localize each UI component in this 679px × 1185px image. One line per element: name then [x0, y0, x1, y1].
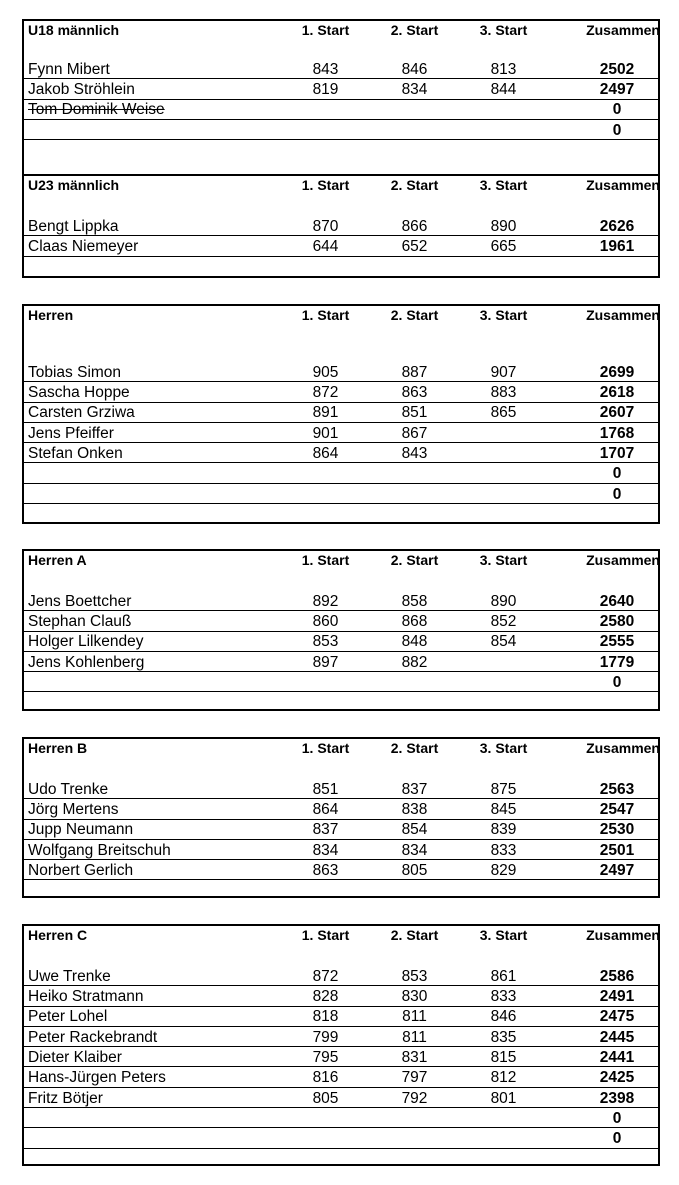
table-row	[24, 362, 658, 382]
score-start-1: 897	[312, 653, 339, 671]
score-start-2: 854	[401, 821, 428, 839]
score-total: 2530	[599, 821, 635, 839]
score-start-2: 887	[401, 363, 428, 381]
score-start-3: 833	[490, 988, 517, 1006]
player-name: Udo Trenke	[28, 780, 109, 798]
score-start-3: 852	[490, 613, 517, 631]
score-start-2: 863	[401, 384, 428, 402]
score-start-3: 801	[490, 1089, 517, 1107]
player-name: Heiko Stratmann	[28, 988, 144, 1006]
score-total: 2441	[599, 1048, 635, 1066]
score-start-1	[283, 672, 368, 691]
table-row	[24, 1027, 658, 1047]
score-start-3	[461, 100, 546, 119]
score-start-3: 829	[490, 861, 517, 879]
score-total: 0	[612, 465, 622, 483]
column-header-start-3: 3. Start	[479, 22, 528, 38]
score-start-2: 867	[401, 424, 428, 442]
group-header	[24, 926, 658, 966]
column-header-total: Zusammen	[586, 740, 660, 756]
score-start-3: 835	[490, 1028, 517, 1046]
score-start-1: 872	[312, 384, 339, 402]
score-total: 2563	[599, 780, 635, 798]
player-name: Uwe Trenke	[28, 967, 111, 985]
score-start-1: 863	[312, 861, 339, 879]
score-start-2: 882	[401, 653, 428, 671]
score-start-1: 872	[312, 967, 339, 985]
score-total: 0	[612, 121, 622, 139]
score-start-1: 816	[312, 1069, 339, 1087]
score-start-3	[461, 652, 546, 671]
column-header-total: Zusammen	[586, 927, 660, 943]
score-start-1: 901	[312, 424, 339, 442]
score-start-2: 838	[401, 801, 428, 819]
column-header-start-1: 1. Start	[301, 22, 350, 38]
score-total: 2398	[599, 1089, 635, 1107]
table-row	[24, 216, 658, 236]
score-total: 0	[612, 1109, 622, 1127]
score-total: 1768	[599, 424, 635, 442]
player-name: Peter Rackebrandt	[28, 1028, 158, 1046]
score-start-2: 834	[401, 81, 428, 99]
table-row	[24, 632, 658, 652]
score-start-3: 890	[490, 592, 517, 610]
score-start-2: 831	[401, 1048, 428, 1066]
score-start-2	[372, 672, 457, 691]
column-header-start-2: 2. Start	[390, 22, 439, 38]
column-header-start-2: 2. Start	[390, 307, 439, 323]
score-total: 2475	[599, 1008, 635, 1026]
score-start-1: 834	[312, 841, 339, 859]
player-name: Carsten Grziwa	[28, 404, 135, 422]
group-table-herren-b	[22, 737, 660, 898]
column-header-start-1: 1. Start	[301, 927, 350, 943]
score-start-1: 795	[312, 1048, 339, 1066]
score-start-1: 828	[312, 988, 339, 1006]
column-header-start-2: 2. Start	[390, 927, 439, 943]
score-start-2: 866	[401, 217, 428, 235]
player-name: Fynn Mibert	[28, 60, 110, 78]
score-total: 2547	[599, 801, 635, 819]
column-header-start-3: 3. Start	[479, 927, 528, 943]
score-start-2	[372, 464, 457, 483]
column-header-total: Zusammen	[586, 177, 660, 194]
column-header-start-1: 1. Start	[301, 740, 350, 756]
score-total: 2626	[599, 217, 635, 235]
group-header	[24, 739, 658, 779]
table-row	[24, 79, 658, 99]
score-start-3: 846	[490, 1008, 517, 1026]
player-name: Jens Pfeiffer	[28, 424, 114, 442]
group-table-u18-u23	[22, 19, 660, 278]
score-start-2: 858	[401, 592, 428, 610]
table-row	[24, 820, 658, 840]
score-total: 2491	[599, 988, 635, 1006]
column-header-start-2: 2. Start	[390, 740, 439, 756]
table-row	[24, 652, 658, 672]
score-start-2: 848	[401, 633, 428, 651]
score-start-3: 665	[490, 238, 517, 256]
table-row	[24, 484, 658, 504]
score-start-1	[283, 1108, 368, 1127]
table-row	[24, 799, 658, 819]
table-row	[24, 59, 658, 79]
score-start-3: 875	[490, 780, 517, 798]
table-row	[24, 1128, 658, 1148]
column-header-start-3: 3. Start	[479, 740, 528, 756]
table-row	[24, 611, 658, 631]
score-start-3	[461, 484, 546, 503]
score-start-2: 853	[401, 967, 428, 985]
score-start-3: 854	[490, 633, 517, 651]
score-total: 2445	[599, 1028, 635, 1046]
score-start-2: 797	[401, 1069, 428, 1087]
player-name: Hans-Jürgen Peters	[28, 1069, 166, 1087]
group-table-herren-c	[22, 924, 660, 1166]
player-name: Jupp Neumann	[28, 821, 134, 839]
spacer-row	[24, 140, 658, 176]
group-title: U18 männlich	[28, 22, 120, 38]
table-row	[24, 237, 658, 257]
table-row	[24, 779, 658, 799]
group-table-herren	[22, 304, 660, 524]
score-total: 2502	[599, 60, 635, 78]
score-start-2: 805	[401, 861, 428, 879]
score-start-3: 883	[490, 384, 517, 402]
player-name: Wolfgang Breitschuh	[28, 841, 171, 859]
column-header-start-3: 3. Start	[479, 177, 528, 194]
column-header-start-3: 3. Start	[479, 552, 528, 568]
column-header-total: Zusammen	[586, 307, 660, 323]
score-start-1: 851	[312, 780, 339, 798]
player-name: Bengt Lippka	[28, 217, 119, 235]
table-row	[24, 120, 658, 140]
score-start-3	[461, 1108, 546, 1127]
score-start-1: 819	[312, 81, 339, 99]
score-start-3: 839	[490, 821, 517, 839]
group-title: Herren B	[28, 740, 88, 756]
score-start-3: 844	[490, 81, 517, 99]
score-start-1: 860	[312, 613, 339, 631]
score-start-1: 644	[312, 238, 339, 256]
score-start-3	[461, 120, 546, 139]
score-start-3: 845	[490, 801, 517, 819]
score-start-3	[461, 672, 546, 691]
player-name: Norbert Gerlich	[28, 861, 134, 879]
table-row	[24, 464, 658, 484]
group-header	[24, 176, 658, 216]
score-start-2: 837	[401, 780, 428, 798]
score-total: 2607	[599, 404, 635, 422]
group-title: Herren C	[28, 927, 88, 943]
column-header-start-1: 1. Start	[301, 552, 350, 568]
score-start-3: 815	[490, 1048, 517, 1066]
score-start-2: 811	[402, 1028, 427, 1046]
score-total: 2586	[599, 967, 635, 985]
score-start-1	[283, 120, 368, 139]
score-total: 1707	[599, 444, 635, 462]
score-total: 2555	[599, 633, 635, 651]
group-header	[24, 551, 658, 591]
column-header-start-2: 2. Start	[390, 552, 439, 568]
score-start-1: 799	[312, 1028, 339, 1046]
score-total: 2497	[599, 861, 635, 879]
score-start-3: 865	[490, 404, 517, 422]
player-name: Jens Boettcher	[28, 592, 132, 610]
table-row	[24, 403, 658, 423]
player-name: Claas Niemeyer	[28, 238, 139, 256]
group-title: U23 männlich	[28, 177, 120, 194]
score-total: 2618	[599, 384, 635, 402]
score-start-1	[283, 464, 368, 483]
table-row	[24, 966, 658, 986]
score-start-2	[372, 1128, 457, 1147]
score-start-1: 905	[312, 363, 339, 381]
score-start-2: 843	[401, 444, 428, 462]
score-start-1: 805	[312, 1089, 339, 1107]
score-total: 2699	[599, 363, 635, 381]
score-total: 2580	[599, 613, 635, 631]
score-start-2: 834	[401, 841, 428, 859]
group-title: Herren	[28, 307, 74, 323]
player-name: Holger Lilkendey	[28, 633, 144, 651]
column-header-start-1: 1. Start	[301, 177, 350, 194]
table-row	[24, 1068, 658, 1088]
player-name: Jens Kohlenberg	[28, 653, 145, 671]
score-start-1: 853	[312, 633, 339, 651]
score-start-1: 864	[312, 801, 339, 819]
score-start-1: 870	[312, 217, 339, 235]
score-start-2: 846	[401, 60, 428, 78]
group-header	[24, 21, 658, 59]
score-start-1: 891	[312, 404, 339, 422]
score-start-2	[372, 100, 457, 119]
score-total: 2640	[599, 592, 635, 610]
player-name: Jörg Mertens	[28, 801, 119, 819]
score-start-2: 652	[401, 238, 428, 256]
score-start-3	[461, 464, 546, 483]
column-header-start-2: 2. Start	[390, 177, 439, 194]
player-name: Fritz Bötjer	[28, 1089, 103, 1107]
score-start-2: 851	[401, 404, 428, 422]
column-header-start-3: 3. Start	[479, 307, 528, 323]
score-start-1: 892	[312, 592, 339, 610]
column-header-start-1: 1. Start	[301, 307, 350, 323]
score-start-2: 868	[401, 613, 428, 631]
table-row	[24, 986, 658, 1006]
player-name: Tobias Simon	[28, 363, 122, 381]
player-name: Tom Dominik Weise	[28, 101, 165, 119]
table-row	[24, 100, 658, 120]
table-row	[24, 1007, 658, 1027]
score-start-1: 818	[312, 1008, 339, 1026]
score-total: 2425	[599, 1069, 635, 1087]
score-start-1: 843	[312, 60, 339, 78]
table-row	[24, 423, 658, 443]
score-total: 1961	[599, 238, 635, 256]
table-row	[24, 860, 658, 880]
score-total: 0	[612, 1130, 622, 1148]
score-start-3: 890	[490, 217, 517, 235]
score-total: 2501	[599, 841, 635, 859]
player-name: Jakob Ströhlein	[28, 81, 135, 99]
group-header	[24, 306, 658, 362]
score-total: 2497	[599, 81, 635, 99]
score-start-3: 812	[490, 1069, 517, 1087]
column-header-total: Zusammen	[586, 552, 660, 568]
column-header-total: Zusammen	[586, 22, 660, 38]
table-row	[24, 1108, 658, 1128]
score-start-2	[372, 120, 457, 139]
group-title: Herren A	[28, 552, 87, 568]
score-start-1	[283, 100, 368, 119]
score-start-1: 864	[312, 444, 339, 462]
score-total: 1779	[599, 653, 635, 671]
score-start-1: 837	[312, 821, 339, 839]
player-name: Stephan Clauß	[28, 613, 132, 631]
score-start-2: 792	[401, 1089, 428, 1107]
table-row	[24, 1047, 658, 1067]
table-row	[24, 591, 658, 611]
score-start-3: 813	[490, 60, 517, 78]
score-start-3	[461, 1128, 546, 1147]
score-start-3: 907	[490, 363, 517, 381]
player-name: Dieter Klaiber	[28, 1048, 122, 1066]
score-total: 0	[612, 673, 622, 691]
group-table-herren-a	[22, 549, 660, 711]
score-start-1	[283, 1128, 368, 1147]
table-row	[24, 382, 658, 402]
score-start-2: 830	[401, 988, 428, 1006]
table-row	[24, 443, 658, 463]
table-row	[24, 1088, 658, 1108]
player-name: Stefan Onken	[28, 444, 123, 462]
score-start-1	[283, 484, 368, 503]
score-start-2: 811	[402, 1008, 427, 1026]
score-start-2	[372, 1108, 457, 1127]
table-row	[24, 840, 658, 860]
table-row	[24, 672, 658, 692]
score-total: 0	[612, 101, 622, 119]
score-total: 0	[612, 485, 622, 503]
player-name: Peter Lohel	[28, 1008, 108, 1026]
score-start-3: 861	[490, 967, 517, 985]
score-start-3	[461, 423, 546, 442]
score-start-2	[372, 484, 457, 503]
score-start-3: 833	[490, 841, 517, 859]
score-start-3	[461, 443, 546, 462]
player-name: Sascha Hoppe	[28, 384, 130, 402]
